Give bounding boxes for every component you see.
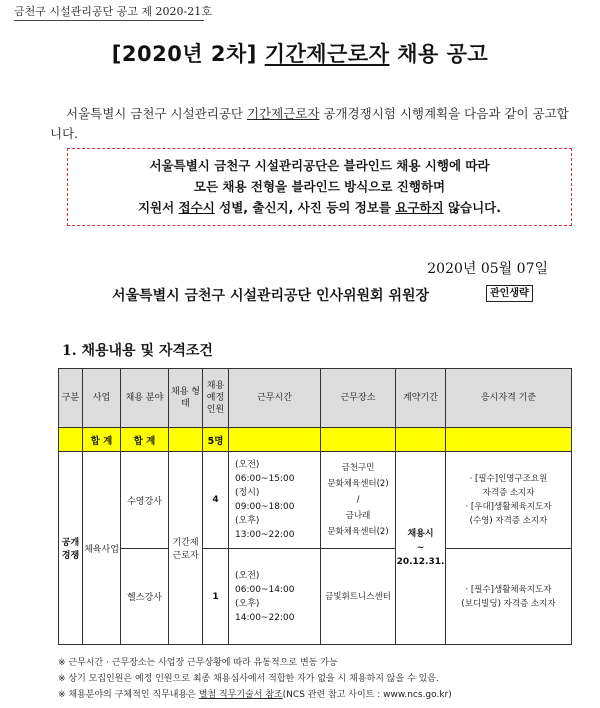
total-count: 5명: [203, 428, 229, 452]
qual-line: (수영) 자격증 소지자: [469, 516, 548, 526]
footnote-3: [58, 687, 452, 703]
notice-line-1: 서울특별시 금천구 시설관리공단은 블라인드 채용 시행에 따라: [149, 158, 490, 173]
contract-line: 채용시: [407, 529, 434, 539]
intro-underlined: 기간제근로자: [246, 106, 320, 121]
qual-line: (보디빌딩) 자격증 소지자: [461, 598, 556, 609]
header-type: 구분: [59, 369, 83, 428]
total-business: 합 계: [83, 428, 121, 452]
intro-part2: 공개경쟁시험 시행계획을 다음과 같이 공고합니다.: [50, 106, 569, 141]
qual-line: · [우대]생활체육지도자: [465, 502, 552, 512]
page-title: [0, 38, 600, 68]
notice-line3-part2: 성별, 출신지, 사진 등의 정보를: [214, 200, 396, 215]
qual-line: · [필수]생활체육지도자: [465, 584, 552, 595]
header-place: 근무장소: [321, 369, 396, 428]
qual-line: · [필수]인명구조요원: [469, 474, 548, 484]
place-line: /: [356, 495, 360, 505]
title-prefix: [2020년 2차]: [111, 42, 265, 66]
footnote3-part2: (NCS 관련 참고 사이트 : www.ncs.go.kr): [282, 690, 452, 700]
header-business: 사업: [83, 369, 121, 428]
total-cell: [321, 428, 396, 452]
notice-line3-ul2: 요구하지: [395, 200, 444, 215]
announcement-date: 2020년 05월 07일: [427, 261, 548, 277]
place-cell: [321, 549, 396, 645]
hours-line: (오후) 13:00~22:00: [235, 516, 295, 540]
total-cell: [396, 428, 446, 452]
type-cell: 공개 경쟁: [59, 452, 83, 645]
total-cell: [169, 428, 203, 452]
recruitment-table: [58, 368, 572, 645]
place-cell: [321, 452, 396, 549]
total-cell: [446, 428, 572, 452]
footnote3-part1: ※ 채용분야의 구체적인 직무내용은: [58, 690, 199, 700]
table-row: [59, 452, 572, 549]
hours-line: (오후) 14:00~22:00: [235, 598, 295, 623]
total-field: 합 계: [121, 428, 169, 452]
form-cell: 기간제 근로자: [169, 452, 203, 645]
contract-cell: [396, 452, 446, 645]
qualification-cell: [446, 452, 572, 549]
title-underlined: 기간제근로자: [264, 42, 390, 66]
notice-line-3: [68, 197, 571, 218]
notice-line3-ul1: 접수시: [178, 200, 215, 215]
table-row: [59, 549, 572, 645]
place-line: 문화체육센터(2): [327, 527, 389, 537]
contract-line: ~: [416, 543, 425, 553]
table-row-total: [59, 428, 572, 452]
business-cell: 체육사업: [83, 452, 121, 645]
hours-cell: [229, 452, 321, 549]
place-line: 금빛휘트니스센터: [325, 591, 391, 602]
header-divider: [14, 20, 204, 21]
footnote3-underlined: 별첨 직무기술서 참조: [198, 690, 283, 700]
blind-recruitment-notice: [67, 148, 572, 226]
notice-line3-part1: 지원서: [137, 200, 179, 215]
intro-paragraph: [50, 104, 570, 144]
count-cell: 1: [203, 549, 229, 645]
place-line: 금천구민: [341, 463, 375, 473]
hours-line: (정시) 09:00~18:00: [235, 488, 295, 512]
section-title: 1. 채용내용 및 자격조건: [62, 343, 213, 359]
hours-cell: [229, 549, 321, 645]
contract-line: 20.12.31.: [396, 557, 445, 567]
total-cell: [59, 428, 83, 452]
header-field: 채용 분야: [121, 369, 169, 428]
field-cell: 수영강사: [121, 452, 169, 549]
total-cell: [229, 428, 321, 452]
header-hours: 근무시간: [229, 369, 321, 428]
issuer: 서울특별시 금천구 시설관리공단 인사위원회 위원장: [112, 288, 430, 304]
place-line: 문화체육센터(2): [327, 479, 389, 489]
header-qualification: 응시자격 기준: [446, 369, 572, 428]
hours-line: (오전) 06:00~15:00: [235, 460, 295, 484]
count-cell: 4: [203, 452, 229, 549]
notice-line-2: 모든 채용 전형을 블라인드 방식으로 진행하며: [193, 179, 446, 194]
field-cell: 헬스강사: [121, 549, 169, 645]
place-line: 금나래: [345, 511, 371, 521]
footnotes: [58, 655, 452, 703]
footnote-2: ※ 상기 모집인원은 예정 인원으로 최종 채용심사에서 적합한 자가 없을 시 채용하지 않을 수 있음.: [58, 674, 439, 684]
header-form: 채용 형태: [169, 369, 203, 428]
intro-part1: 서울특별시 금천구 시설관리공단: [66, 106, 247, 121]
header-count: 채용 예정 인원: [203, 369, 229, 428]
header-contract: 계약기간: [396, 369, 446, 428]
hours-line: (오전) 06:00~14:00: [235, 570, 295, 595]
footnote-1: ※ 근무시간 · 근무장소는 사업장 근무상황에 따라 유동적으로 변동 가능: [58, 658, 338, 668]
document-number: 금천구 시설관리공단 공고 제 2020-21호: [14, 5, 212, 18]
official-seal-stamp: 관인생략: [486, 285, 533, 302]
table-header-row: [59, 369, 572, 428]
qual-line: 자격증 소지자: [482, 488, 535, 498]
notice-line3-part3: 않습니다.: [443, 200, 502, 215]
qualification-cell: [446, 549, 572, 645]
title-suffix: 채용 공고: [389, 42, 489, 66]
